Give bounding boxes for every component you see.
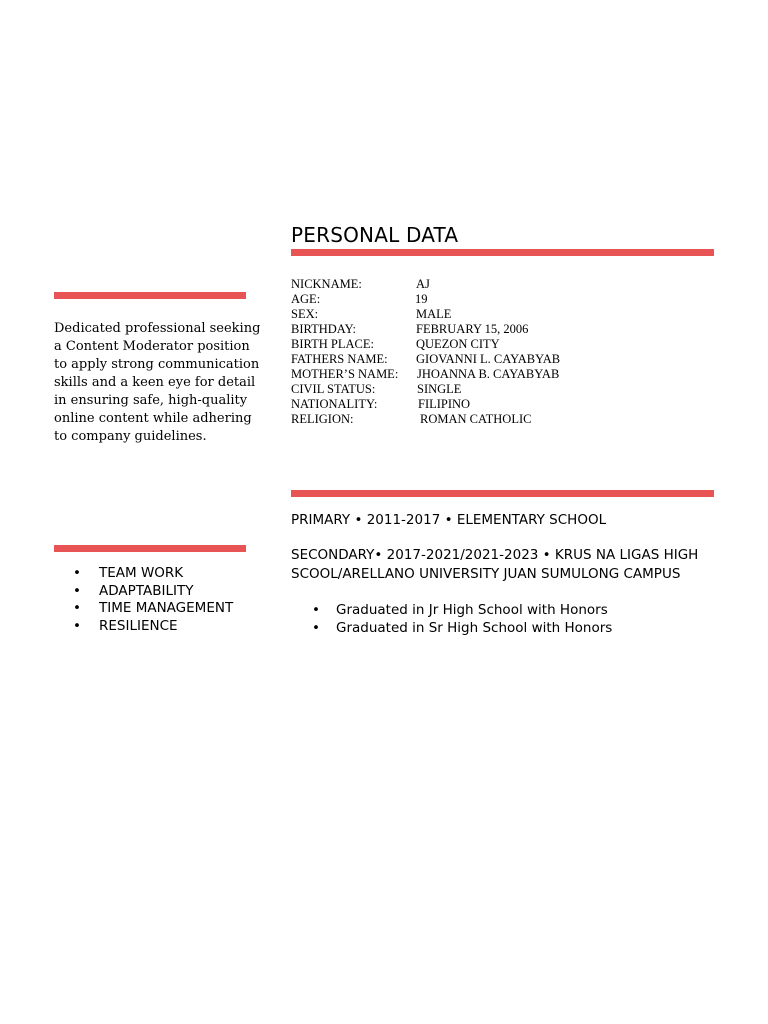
bullet-icon: • bbox=[73, 582, 81, 599]
field-value: MALE bbox=[416, 307, 452, 321]
field-label: SEX: bbox=[291, 307, 319, 321]
honors-list bbox=[291, 601, 612, 637]
honor-label: Graduated in Jr High School with Honors bbox=[336, 602, 608, 618]
field-value: SINGLE bbox=[417, 382, 462, 396]
field-label: MOTHER’S NAME: bbox=[291, 367, 399, 381]
skills-list bbox=[54, 565, 233, 635]
field-label: AGE: bbox=[291, 292, 321, 306]
summary-divider bbox=[54, 292, 246, 299]
summary-line: to company guidelines. bbox=[54, 429, 207, 444]
field-value: 19 bbox=[415, 292, 428, 306]
field-label: FATHERS NAME: bbox=[291, 352, 388, 366]
honor-item bbox=[291, 619, 612, 637]
skill-item bbox=[54, 618, 233, 636]
summary-line: to apply strong communication bbox=[54, 357, 260, 372]
objective-summary bbox=[54, 320, 261, 446]
bullet-icon: • bbox=[73, 565, 81, 581]
skill-item bbox=[54, 565, 233, 583]
honor-item bbox=[291, 601, 612, 619]
field-label: NICKNAME: bbox=[291, 277, 362, 291]
bullet-icon: • bbox=[73, 617, 81, 634]
summary-line: in ensuring safe, high-quality bbox=[54, 393, 248, 408]
skill-label: RESILIENCE bbox=[99, 617, 178, 634]
field-label: CIVIL STATUS: bbox=[291, 382, 376, 396]
summary-line: skills and a keen eye for detail bbox=[54, 375, 256, 390]
field-value: ROMAN CATHOLIC bbox=[420, 412, 532, 426]
field-label: BIRTHDAY: bbox=[291, 322, 357, 336]
field-value: FILIPINO bbox=[418, 397, 471, 411]
bullet-icon: • bbox=[312, 602, 320, 618]
education-divider bbox=[291, 490, 714, 497]
education-primary: PRIMARY • 2011-2017 • ELEMENTARY SCHOOL bbox=[291, 512, 607, 528]
honor-label: Graduated in Sr High School with Honors bbox=[336, 620, 613, 636]
personal-data-heading: PERSONAL DATA bbox=[291, 223, 459, 247]
field-value: AJ bbox=[416, 277, 430, 291]
bullet-icon: • bbox=[312, 620, 320, 636]
field-label: BIRTH PLACE: bbox=[291, 337, 374, 351]
field-label: RELIGION: bbox=[291, 412, 354, 426]
field-value: GIOVANNI L. CAYABYAB bbox=[416, 352, 561, 366]
personal-data-divider bbox=[291, 249, 714, 256]
skills-divider bbox=[54, 545, 246, 552]
skill-label: TEAM WORK bbox=[99, 565, 184, 581]
field-value: QUEZON CITY bbox=[416, 337, 500, 351]
skill-label: ADAPTABILITY bbox=[99, 582, 194, 599]
summary-line: Dedicated professional seeking bbox=[54, 321, 261, 336]
skill-item bbox=[54, 600, 233, 618]
field-value: JHOANNA B. CAYABYAB bbox=[417, 367, 560, 381]
education-secondary-line: SCOOL/ARELLANO UNIVERSITY JUAN SUMULONG CAMPUS bbox=[291, 566, 681, 582]
education-secondary-line: SECONDARY• 2017-2021/2021-2023 • KRUS NA LIGAS HIGH bbox=[291, 547, 699, 563]
field-value: FEBRUARY 15, 2006 bbox=[416, 322, 529, 336]
education-secondary bbox=[291, 546, 721, 584]
field-label: NATIONALITY: bbox=[291, 397, 378, 411]
skill-label: TIME MANAGEMENT bbox=[99, 600, 234, 616]
bullet-icon: • bbox=[73, 600, 81, 616]
summary-line: online content while adhering bbox=[54, 411, 252, 426]
skill-item bbox=[54, 583, 233, 601]
summary-line: a Content Moderator position bbox=[54, 339, 250, 354]
